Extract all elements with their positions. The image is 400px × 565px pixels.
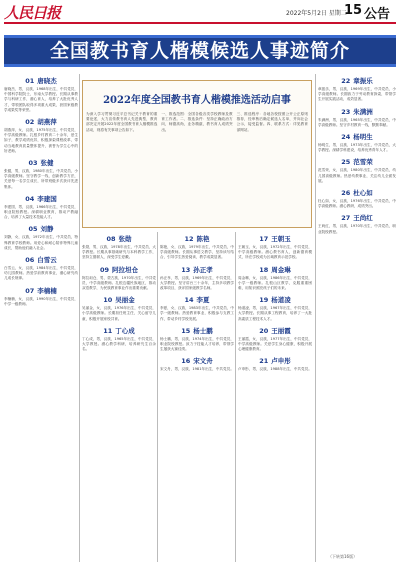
profile-name: 朱满洲 xyxy=(353,107,373,116)
profile-number: 21 xyxy=(259,357,269,366)
profile-entry xyxy=(318,213,396,234)
profile-name: 张健 xyxy=(40,159,54,168)
profile-body: 杨明生，男，汉族，1973年出生，中共党员，大学教授。深耕学科建设，培养优秀青年人才。 xyxy=(318,143,396,153)
newspaper-logo: 人民日报 xyxy=(4,4,61,22)
profile-name: 陈艳 xyxy=(196,235,210,243)
profile-number: 18 xyxy=(259,265,269,274)
profile-entry xyxy=(160,356,234,372)
profile-title xyxy=(4,224,78,233)
profile-entry xyxy=(4,224,78,251)
profile-entry xyxy=(160,265,234,292)
profile-title xyxy=(238,295,312,304)
headline-banner xyxy=(4,35,396,67)
notice-box xyxy=(82,80,312,228)
profile-number: 06 xyxy=(25,256,35,265)
profile-body: 张健，男，汉族，1980年出生，中共党员，小学高级教师。坚守教学一线，创新教学方法，关爱每一名学生成长，所带班级多次获评先进集体。 xyxy=(4,169,78,189)
column-divider xyxy=(315,74,316,562)
column-divider xyxy=(235,232,236,562)
profile-entry xyxy=(238,295,312,322)
profile-body: 王朝玉，女，汉族，1972年出生，中共党员，中学高级教师。潜心教书育人，创新德育模式，所在学校成为区域教育示范学校。 xyxy=(238,245,312,260)
profile-column-5 xyxy=(318,74,396,562)
profile-number: 17 xyxy=(259,235,269,243)
notice-paragraph: 一、推选范围：全国各级各类学校教师及教育工作者。二、推选条件：坚持正确政治方向，师德高尚，业务精湛，教书育人成绩突出。 xyxy=(161,112,233,132)
profile-number: 13 xyxy=(181,265,191,274)
profile-title xyxy=(4,255,78,264)
profile-name: 王朝玉 xyxy=(271,235,291,243)
profile-body: 刘静，女，汉族，1972年出生，中共党员，特殊教育学校教师。用爱心和耐心陪伴特殊儿童成长，帮助他们融入社会。 xyxy=(4,235,78,250)
profile-column-1 xyxy=(4,74,78,562)
profile-body: 张勋，男，汉族，1978年出生，中共党员，大学教授。长期从事基础研究与本科教学工作，坚持立德树人，深受学生爱戴。 xyxy=(82,245,156,260)
profile-body: 孙正孝，男，汉族，1969年出生，中共党员，大学教授。坚守讲台三十余年，主持多项教学改革项目，获评国家级教学名师。 xyxy=(160,275,234,291)
profile-number: 03 xyxy=(28,159,38,168)
profile-entry xyxy=(238,326,312,353)
profile-number: 22 xyxy=(341,77,351,85)
profile-name: 唐晓杰 xyxy=(37,77,57,85)
column-divider xyxy=(79,74,80,562)
profile-title xyxy=(82,265,156,274)
profile-number: 05 xyxy=(28,225,38,234)
profile-body: 吴丽金，女，汉族，1976年出生，中共党员，小学高级教师。长期担任班主任，关心留守儿童，积极开展家校共育。 xyxy=(82,306,156,321)
profile-title xyxy=(160,295,234,304)
profile-body: 李楠楠，女，汉族，1990年出生，中共党员，中学一级教师。 xyxy=(4,296,78,306)
profile-number: 23 xyxy=(341,107,351,116)
profile-body: 王丽霞，女，汉族，1977年出生，中共党员，中学高级教师。关爱学生身心健康，积极开展心理健康教育。 xyxy=(238,336,312,352)
profile-name: 周金琳 xyxy=(271,265,291,274)
profile-entry xyxy=(82,234,156,261)
profile-title xyxy=(318,107,396,116)
profile-number: 15 xyxy=(181,326,191,335)
profile-body: 朱满洲，男，汉族，1965年出生，中共党员，中学高级教师。坚守乡村教育一线，默默奉献。 xyxy=(318,117,396,127)
profile-name: 白雪云 xyxy=(37,256,57,265)
profile-column-3 xyxy=(160,232,234,562)
profile-title xyxy=(318,188,396,197)
profile-name: 卢申彤 xyxy=(271,357,291,366)
profile-body: 白雪云，女，汉族，1984年出生，中共党员，幼儿园教师。热爱学前教育事业，潜心研究幼儿成长规律。 xyxy=(4,266,78,281)
profile-name: 孙正孝 xyxy=(193,265,213,274)
profile-title xyxy=(318,213,396,222)
profile-number: 09 xyxy=(99,265,110,274)
profile-name: 李楠楠 xyxy=(37,286,57,295)
profile-number: 11 xyxy=(103,326,113,335)
notice-paragraph: 三、推选程序：各地各校按照公开公正原则推荐，经审核后确定候选人名单，并向社会公示，接受监督。四、联系方式：详见教育部网站。 xyxy=(236,112,308,132)
profile-title xyxy=(318,132,396,141)
profile-entry xyxy=(82,265,156,292)
profile-number: 12 xyxy=(184,235,194,243)
profile-number: 19 xyxy=(259,296,269,305)
profile-body: 李建国，男，汉族，1966年出生，中共党员，职业院校教授。深耕职业教育，推动产教融合，培养了大量技术技能人才。 xyxy=(4,204,78,220)
headline-title: 全国教书育人楷模候选人事迹简介 xyxy=(49,40,350,62)
profile-title xyxy=(160,234,234,243)
profile-name: 张勋 xyxy=(118,235,132,243)
profile-entry xyxy=(4,117,78,154)
profile-entry xyxy=(4,76,78,113)
profile-title xyxy=(82,326,156,335)
profile-title xyxy=(238,356,312,365)
notice-title: 2022年度全国教书育人楷模推选活动启事 xyxy=(103,95,291,106)
profile-name: 吴丽金 xyxy=(115,296,135,305)
profile-name: 杨道凌 xyxy=(271,296,291,305)
profile-body: 李夏，女，汉族，1983年出生，中共党员，中学一级教师。热爱教育事业，积极参与支教工作，带动乡村学校发展。 xyxy=(160,306,234,321)
profile-name: 宋文舟 xyxy=(193,357,213,366)
profile-number: 07 xyxy=(25,286,35,295)
profile-entry xyxy=(4,194,78,221)
profile-body: 陈艳，女，汉族，1979年出生，中共党员，中学高级教师。长期从事语文教学，坚持读写结合，引导学生热爱阅读，教学成果显著。 xyxy=(160,245,234,260)
profile-number: 16 xyxy=(181,357,191,366)
profile-entry xyxy=(82,326,156,353)
profile-body: 杜心如，女，汉族，1976年出生，中共党员，中学高级教师。潜心教研，成绩突出。 xyxy=(318,199,396,209)
profile-title xyxy=(160,326,234,335)
profile-entry xyxy=(82,295,156,322)
profile-number: 14 xyxy=(184,296,194,305)
notice-paragraph: 为深入学习贯彻习近平总书记关于教育的重要论述，大力宣传教书育人先进典型，教育部决定开展2022年度全国教书育人楷模推选活动，现将有关事项公告如下。 xyxy=(86,112,158,132)
profile-body: 宋文舟，男，汉族，1981年出生，中共党员。 xyxy=(160,367,234,372)
profile-entry xyxy=(160,326,234,353)
profile-name: 胡燕萍 xyxy=(37,118,57,127)
profile-title xyxy=(318,157,396,166)
profile-entry xyxy=(238,265,312,292)
profile-title xyxy=(4,76,78,85)
column-divider xyxy=(157,232,158,562)
issue-date: 2022年5月2日 星期二 xyxy=(286,10,347,17)
profile-column-2 xyxy=(82,232,156,562)
profile-name: 王丽霞 xyxy=(271,326,291,335)
profile-body: 胡燕萍，女，汉族，1975年出生，中共党员，中学高级教师。扎根乡村教育二十余年，爱生如子，教学成绩优异，积极探索课程改革，带动当地教育质量整体提升，被誉为学生心中的好老师。 xyxy=(4,128,78,153)
profile-number: 25 xyxy=(341,158,351,167)
profile-name: 范雪荣 xyxy=(353,158,373,167)
header-rule xyxy=(4,22,396,24)
profile-body: 杨士鹏，男，汉族，1974年出生，中共党员，职业院校教授。致力于技能人才培养，带领学生屡获大赛佳绩。 xyxy=(160,336,234,352)
profile-entry xyxy=(4,158,78,190)
profile-number: 04 xyxy=(25,194,35,203)
masthead xyxy=(0,0,400,22)
profile-body: 丁心成，男，汉族，1965年出生，中共党员，大学教授。潜心教学科研，培养研究生百余名。 xyxy=(82,336,156,352)
profile-name: 李夏 xyxy=(196,296,210,305)
profile-entry xyxy=(318,188,396,209)
profile-entry xyxy=(4,286,78,307)
profile-entry xyxy=(4,255,78,282)
profile-name: 刘静 xyxy=(40,225,54,234)
profile-entry xyxy=(160,234,234,261)
profile-number: 24 xyxy=(341,133,351,142)
profile-number: 27 xyxy=(341,214,351,223)
profile-body: 唐晓杰，男，汉族，1968年出生，中共党员，中国科学院院士，东南大学教授。长期从事教学与科研工作，潜心育人，培养了大批优秀人才，带领团队取得多项重大成果，获国家级教学成果奖等荣誉。 xyxy=(4,87,78,112)
profile-entry xyxy=(318,76,396,103)
profile-title xyxy=(160,356,234,365)
profile-entry xyxy=(318,157,396,184)
profile-entry xyxy=(318,132,396,153)
profile-number: 26 xyxy=(341,189,351,198)
profile-number: 01 xyxy=(25,77,35,85)
profile-number: 10 xyxy=(103,296,113,305)
profile-column-4 xyxy=(238,232,312,562)
profile-body: 杨道凌，男，汉族，1967年出生，中共党员，大学教授。长期从事工程教育，培养了一大批高素质工程技术人才。 xyxy=(238,306,312,321)
profile-body: 章振乐，男，汉族，1969年出生，中共党员，小学高级教师。长期致力于劳动教育探索，带领学生开展实践活动，成效显著。 xyxy=(318,87,396,102)
profile-title xyxy=(4,286,78,295)
profile-entry xyxy=(318,107,396,128)
profile-title xyxy=(238,265,312,274)
profile-body: 卢申彤，男，汉族，1988年出生，中共党员。 xyxy=(238,367,312,372)
profile-title xyxy=(160,265,234,274)
profile-name: 章振乐 xyxy=(353,77,373,85)
page-number: 15 xyxy=(344,3,363,18)
profile-name: 杨明生 xyxy=(353,133,373,142)
profile-body: 王尚红，男，汉族，1970年出生，中共党员，职业院校教授。 xyxy=(318,224,396,234)
profile-name: 王尚红 xyxy=(353,214,373,223)
profile-name: 阿拉坦仓 xyxy=(112,265,139,274)
profile-title xyxy=(238,234,312,243)
profile-name: 李建国 xyxy=(37,194,57,203)
profile-name: 丁心成 xyxy=(115,326,135,335)
profile-body: 阿拉坦仓，男，蒙古族，1970年出生，中共党员，中学高级教师。扎根边疆民族地区，推动双语教学，为民族教育事业作出重要贡献。 xyxy=(82,275,156,291)
profile-body: 范雪荣，女，汉族，1980年出生，中共党员，幼儿园高级教师。热爱幼教事业，关注幼儿全面发展。 xyxy=(318,168,396,183)
profile-title xyxy=(82,295,156,304)
profile-entry xyxy=(160,295,234,322)
profile-title xyxy=(318,76,396,85)
notice-body xyxy=(86,112,308,133)
profile-name: 杨士鹏 xyxy=(193,326,213,335)
profile-number: 20 xyxy=(259,326,269,335)
profile-title xyxy=(238,326,312,335)
continued-note: （下转第16版） xyxy=(328,554,358,559)
profile-entry xyxy=(238,234,312,261)
profile-number: 02 xyxy=(25,118,35,127)
profile-number: 08 xyxy=(106,235,116,243)
section-name: 公告 xyxy=(364,7,391,22)
profile-title xyxy=(4,158,78,167)
profile-title xyxy=(4,117,78,126)
profile-title xyxy=(82,234,156,243)
profile-entry xyxy=(238,356,312,372)
profile-name: 杜心如 xyxy=(353,189,373,198)
profile-title xyxy=(4,194,78,203)
profile-body: 周金琳，女，汉族，1986年出生，中共党员，小学一级教师。扎根山区教学，克服重重困难，用知识照亮孩子们的未来。 xyxy=(238,275,312,291)
